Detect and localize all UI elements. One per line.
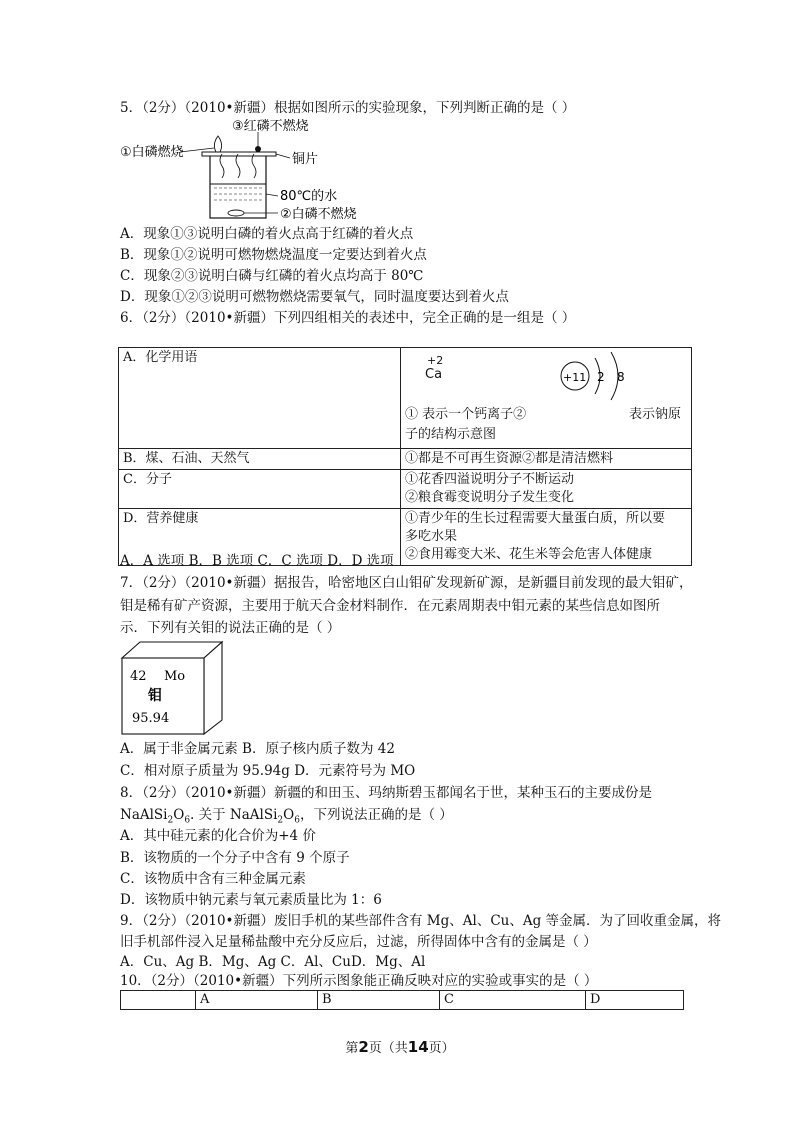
q7-options-cd: C．相对原子质量为 95.94g D．元素符号为 MO xyxy=(120,763,416,779)
q9-stem-line2: 旧手机部件浸入足量稀盐酸中充分反应后，过滤，所得固体中含有的金属是（ ） xyxy=(120,934,597,950)
q6-row-c-line2: ②粮食霉变说明分子发生变化 xyxy=(405,490,575,505)
q10-header-d: D xyxy=(586,991,684,1010)
q6-row-a-right-line2: 子的结构示意图 xyxy=(405,427,497,442)
q10-header-b: B xyxy=(318,991,440,1010)
q8-formula-sub1: 2 xyxy=(167,815,174,826)
q7-stem-line2: 钼是稀有矿产资源，主要用于航天合金材料制作．在元素周期表中钼元素的某些信息如图所 xyxy=(120,598,660,614)
q8-stem-line1: 8．（2分）（2010•新疆）新疆的和田玉、玛纳斯碧玉都闻名于世，某种玉石的主要成份是 xyxy=(120,785,652,801)
q5-stem: 5．（2分）（2010•新疆）根据如图所示的实验现象，下列判断正确的是（ ） xyxy=(120,100,576,116)
q10-stem: 10．（2分）（2010•新疆）下列所示图象能正确反映对应的实验或事实的是（ ） xyxy=(120,973,598,989)
label-white-p-burning: ①白磷燃烧 xyxy=(120,145,184,160)
q7-stem-line3: 示．下列有关钼的说法正确的是（ ） xyxy=(120,620,341,636)
atom-shell-2: 8 xyxy=(617,370,625,384)
footer-mid: 页（共 xyxy=(368,1041,408,1056)
q6-options: A．A 选项 B．B 选项 C．C 选项 D．D 选项 xyxy=(120,553,394,569)
q9-options: A．Cu、Ag B．Mg、Ag C．Al、CuD．Mg、Al xyxy=(120,954,426,970)
q8-formula-part1: NaAlSi xyxy=(120,807,168,823)
footer-page-number: 2 xyxy=(358,1038,369,1056)
q10-header-row xyxy=(121,991,684,1010)
q8-option-b: B．该物质的一个分子中含有 9 个原子 xyxy=(120,850,350,866)
molybdenum-element-cube xyxy=(118,638,228,738)
q6-row-d-line2: 多吃水果 xyxy=(405,529,458,544)
q6-table xyxy=(118,347,692,566)
q8-formula2-part2: O xyxy=(283,807,295,823)
q8-formula-sub2: 6 xyxy=(184,815,191,826)
footer-total-pages: 14 xyxy=(407,1038,429,1056)
q6-row-d-line1: ①青少年的生长过程需要大量蛋白质，所以要 xyxy=(405,511,666,526)
q10-header-c: C xyxy=(440,991,586,1010)
q6-row-d-left: D．营养健康 xyxy=(119,509,401,566)
q8-option-a: A．其中硅元素的化合价为+4 价 xyxy=(120,828,316,844)
q6-row-a xyxy=(119,348,692,449)
q6-row-c-right xyxy=(401,470,692,509)
q6-row-b-right: ①都是不可再生资源②都是清洁燃料 xyxy=(401,449,692,470)
element-mass: 95.94 xyxy=(132,711,170,726)
footer-pre: 第 xyxy=(345,1041,359,1056)
q6-row-d-right xyxy=(401,509,692,566)
q10-header-a: A xyxy=(196,991,318,1010)
label-hot-water: 80℃的水 xyxy=(280,189,338,204)
q6-row-a-right-tail: 表示钠原 xyxy=(629,407,682,422)
q8-option-c: C．该物质中含有三种金属元素 xyxy=(120,871,306,887)
q8-option-d: D．该物质中钠元素与氧元素质量比为 1：6 xyxy=(120,892,382,908)
q5-option-a: A．现象①③说明白磷的着火点高于红磷的着火点 xyxy=(120,226,414,242)
label-white-p-underwater: ②白磷不燃烧 xyxy=(280,207,357,222)
q7-stem-line1: 7．（2分）（2010•新疆）据报告，哈密地区白山钼矿发现新矿源，是新疆目前发现的最大钼矿， xyxy=(120,575,693,591)
atom-nucleus: +11 xyxy=(563,371,587,384)
q6-row-b-left: B．煤、石油、天然气 xyxy=(119,449,401,470)
q6-row-d-line3: ②食用霉变大米、花生米等会危害人体健康 xyxy=(405,547,653,562)
q5-option-d: D．现象①②③说明可燃物燃烧需要氧气，同时温度要达到着火点 xyxy=(120,289,509,305)
q6-row-a-right xyxy=(401,348,692,449)
element-number: 42 xyxy=(130,669,147,684)
q6-row-c xyxy=(119,470,692,509)
element-symbol: Mo xyxy=(164,669,186,684)
page-footer xyxy=(0,1037,800,1056)
q8-formula2-sub2: 6 xyxy=(294,815,300,826)
q6-row-c-line1: ①花香四溢说明分子不断运动 xyxy=(405,472,575,487)
q10-header-empty xyxy=(121,991,196,1010)
q6-stem: 6．（2分）（2010•新疆）下列四组相关的表述中，完全正确的是一组是（ ） xyxy=(120,310,576,326)
atom-shell-1: 2 xyxy=(597,370,605,384)
footer-post: 页） xyxy=(428,1041,455,1056)
q10-table xyxy=(120,990,684,1010)
ca-symbol: Ca xyxy=(425,367,443,382)
sodium-atom-diagram xyxy=(557,348,657,408)
q9-stem-line1: 9．（2分）（2010•新疆）废旧手机的某些部件含有 Mg、Al、Cu、Ag 等金属．为了回收重金属，将 xyxy=(120,913,722,929)
q6-row-c-left: C．分子 xyxy=(119,470,401,509)
q7-options-ab: A．属于非金属元素 B．原子核内质子数为 42 xyxy=(120,741,395,757)
q8-formula2-sub1: 2 xyxy=(277,815,284,826)
q8-stem-mid: . 关于 NaAlSi xyxy=(190,807,278,823)
q8-formula-part2: O xyxy=(173,807,185,823)
q5-option-b: B．现象①②说明可燃物燃烧温度一定要达到着火点 xyxy=(120,247,427,263)
q8-stem-end: ，下列说法正确的是（ ） xyxy=(299,807,453,823)
q6-row-a-right-line1: ① 表示一个钙离子② xyxy=(405,407,527,422)
ca-charge: +2 xyxy=(427,354,444,367)
label-copper-plate: 铜片 xyxy=(292,152,319,167)
q5-experiment-figure xyxy=(118,118,378,226)
q6-row-b xyxy=(119,449,692,470)
element-name: 钼 xyxy=(148,688,162,704)
label-red-p-not-burning: ③红磷不燃烧 xyxy=(232,119,309,134)
q8-formula xyxy=(120,807,191,826)
q5-option-c: C．现象②③说明白磷与红磷的着火点均高于 80℃ xyxy=(120,268,424,284)
q6-row-a-left: A．化学用语 xyxy=(119,348,401,449)
